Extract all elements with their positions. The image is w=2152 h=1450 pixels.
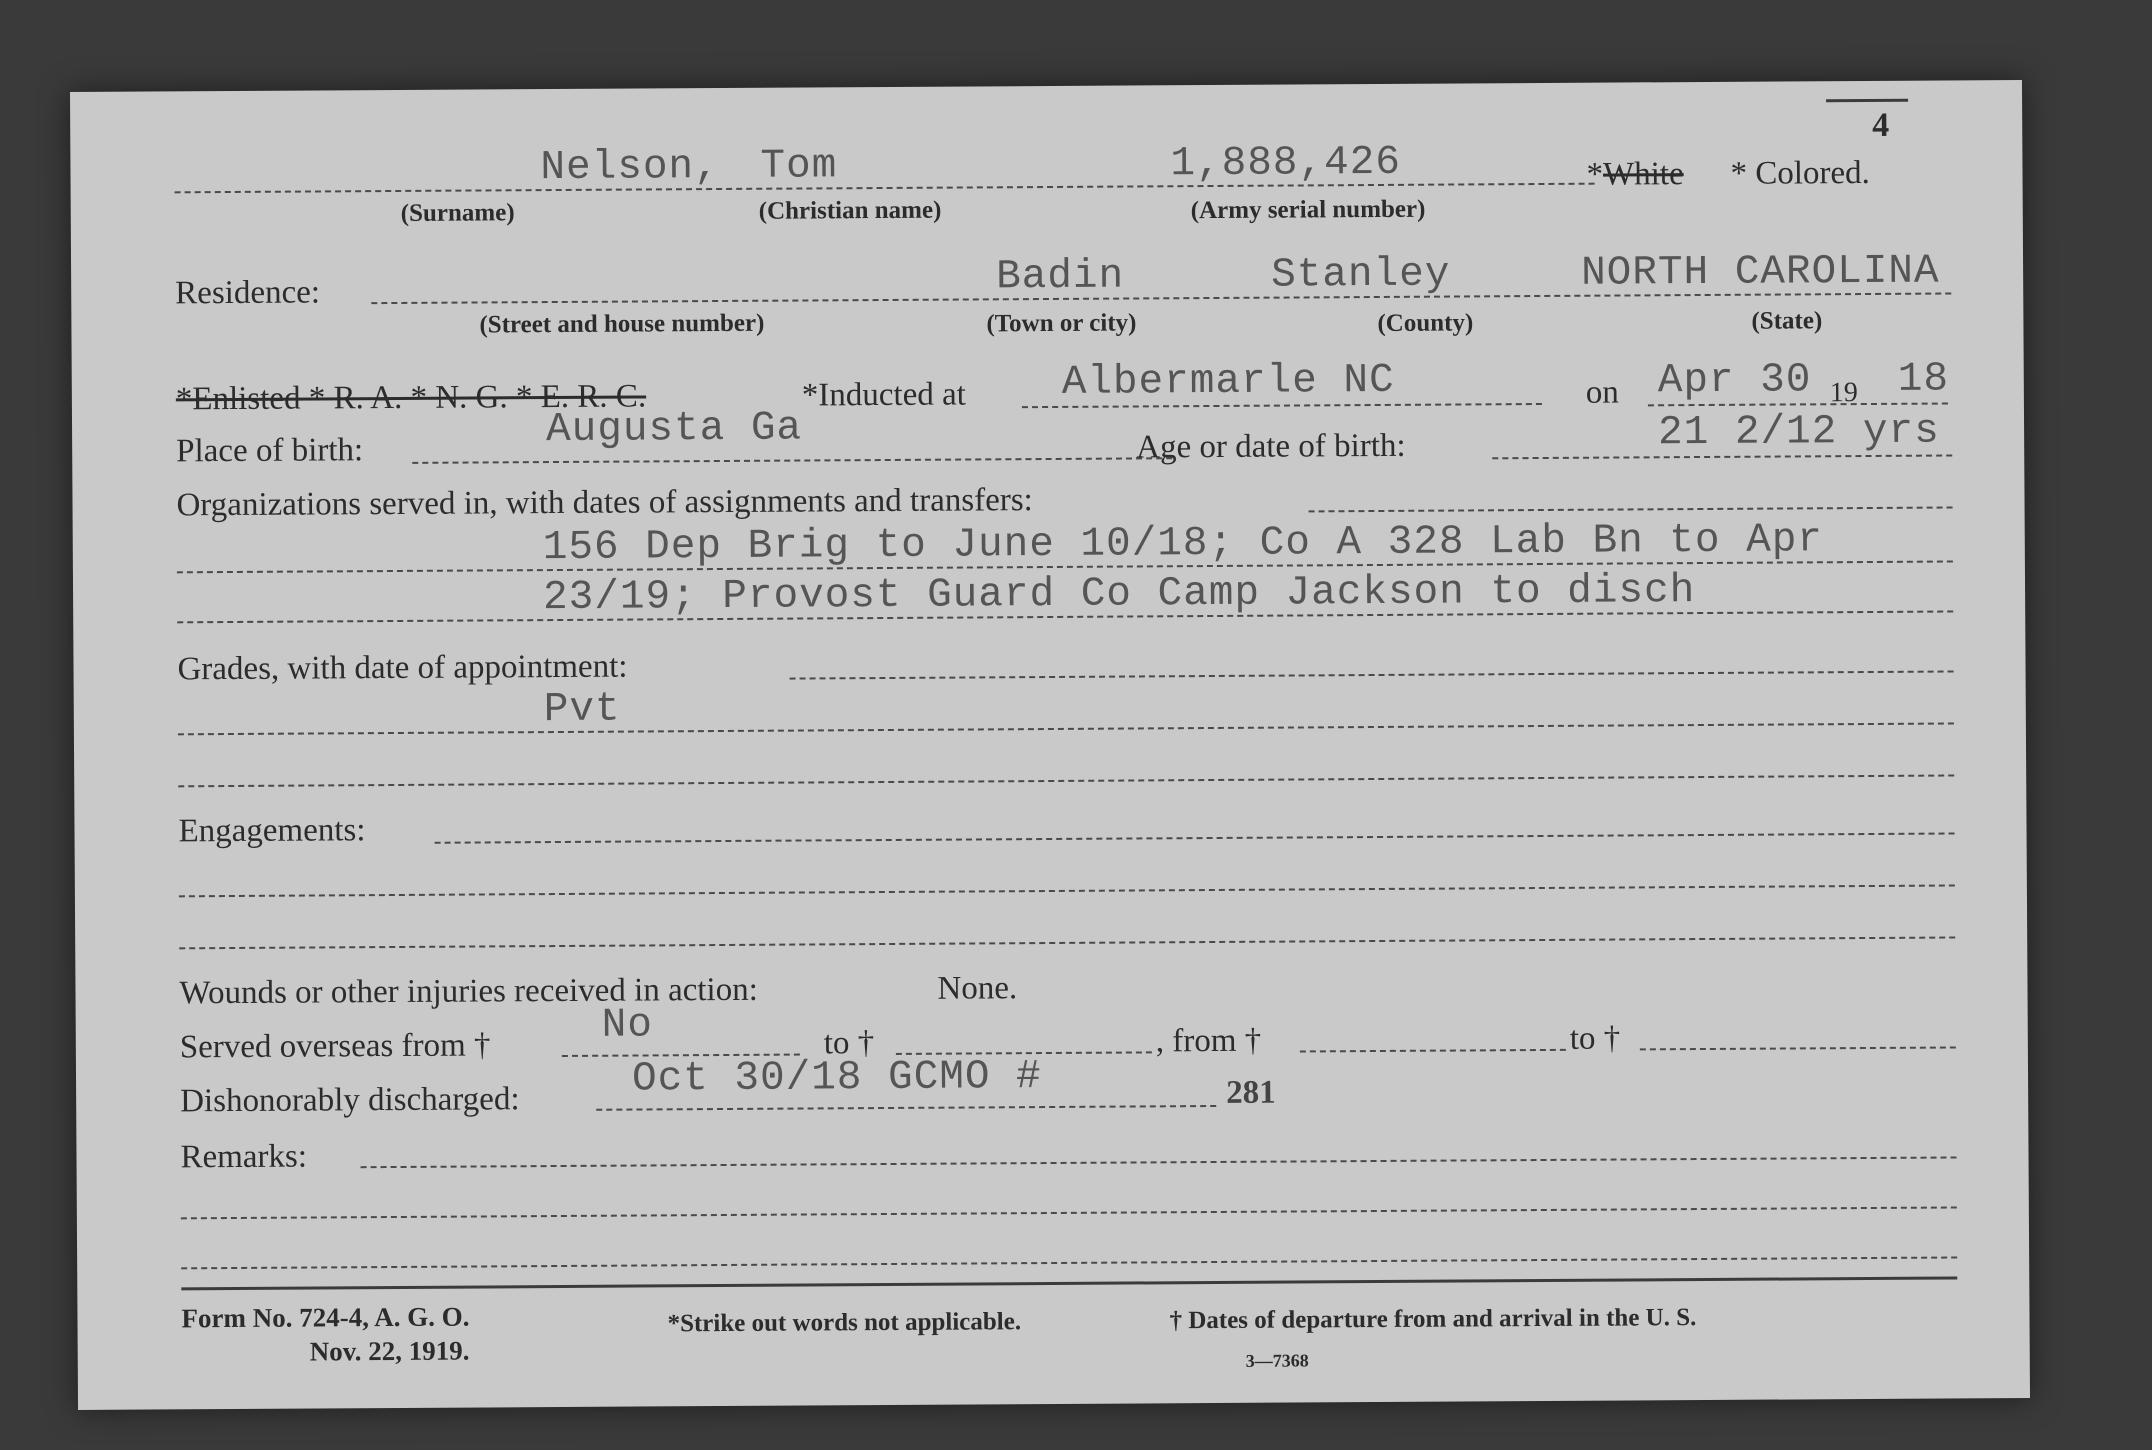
strike-note: *Strike out words not applicable.	[667, 1308, 1022, 1338]
inducted-at-label: *Inducted at	[801, 376, 966, 414]
discharge-value: Oct 30/18 GCMO #	[631, 1054, 1042, 1103]
residence-state: NORTH CAROLINA	[1580, 248, 1940, 297]
organizations-entry-1: 156 Dep Brig to June 10/18; Co A 328 Lab Bn to Apr	[542, 517, 1824, 572]
christian-name-value: Tom	[760, 143, 838, 190]
colored-label: * Colored.	[1730, 154, 1870, 192]
surname-value: Nelson,	[540, 144, 720, 192]
dates-note: † Dates of departure from and arrival in the U. S.	[1169, 1304, 1697, 1335]
state-caption: (State)	[1751, 307, 1823, 335]
engagements-line-0	[435, 832, 1955, 843]
overseas-from-label-2: , from †	[1155, 1022, 1262, 1060]
discharge-label: Dishonorably discharged:	[180, 1081, 520, 1120]
residence-county: Stanley	[1270, 251, 1451, 299]
remarks-line-1	[181, 1206, 1957, 1219]
induction-date: Apr 30	[1657, 357, 1812, 405]
form-date: Nov. 22, 1919.	[309, 1335, 470, 1367]
white-marker: *White	[1586, 156, 1684, 193]
birth-place-label: Place of birth:	[176, 432, 364, 470]
remarks-line-2	[181, 1256, 1957, 1269]
surname-caption: (Surname)	[400, 199, 515, 227]
overseas-to-line-2	[1640, 1046, 1956, 1050]
discharge-number: 281	[1226, 1074, 1276, 1111]
draft-record-card	[70, 80, 2030, 1410]
engagements-label: Engagements:	[178, 812, 366, 850]
serial-number-value: 1,888,426	[1170, 139, 1402, 188]
age-value: 21 2/12 yrs	[1657, 408, 1940, 457]
christian-name-caption: (Christian name)	[758, 196, 942, 225]
grades-line-0	[790, 670, 1954, 679]
county-caption: (County)	[1377, 309, 1474, 337]
inducted-place: Albermarle NC	[1061, 357, 1395, 406]
grades-value: Pvt	[543, 686, 621, 734]
grades-label: Grades, with date of appointment:	[177, 648, 628, 688]
form-number: Form No. 724-4, A. G. O.	[181, 1301, 470, 1334]
year-prefix: 19	[1829, 377, 1858, 409]
top-rule	[1826, 99, 1908, 103]
induction-year: 18	[1897, 356, 1950, 403]
town-caption: (Town or city)	[986, 309, 1137, 338]
street-caption: (Street and house number)	[479, 309, 765, 339]
overseas-label: Served overseas from †	[179, 1027, 491, 1066]
footer-rule	[181, 1276, 1957, 1290]
residence-label: Residence:	[175, 274, 321, 312]
wounds-value: None.	[937, 970, 1018, 1007]
engagements-line-1	[179, 884, 1955, 897]
on-label: on	[1585, 374, 1619, 411]
organizations-label: Organizations served in, with dates of assignments and transfers:	[176, 482, 1033, 524]
age-label: Age or date of birth:	[1136, 427, 1406, 466]
birth-place: Augusta Ga	[545, 405, 803, 454]
card-number: 4	[1872, 106, 1890, 144]
overseas-from-line-2	[1300, 1049, 1566, 1053]
residence-town: Badin	[996, 253, 1125, 301]
organizations-entry-2: 23/19; Provost Guard Co Camp Jackson to disch	[542, 568, 1696, 622]
wounds-label: Wounds or other injuries received in action:	[179, 971, 758, 1012]
grades-line-2	[178, 774, 1954, 787]
enlisted-options-struck: *Enlisted * R. A. * N. G. * E. R. C.	[175, 378, 647, 418]
remarks-line-0	[361, 1156, 1957, 1168]
serial-number-caption: (Army serial number)	[1190, 195, 1426, 225]
remarks-label: Remarks:	[180, 1138, 308, 1176]
print-code: 3—7368	[1245, 1350, 1309, 1371]
overseas-to-label-1: to †	[823, 1025, 875, 1062]
overseas-to-label-2: to †	[1569, 1020, 1621, 1057]
overseas-from-value: No	[601, 1002, 654, 1049]
engagements-line-2	[179, 936, 1955, 949]
birth-place-line	[412, 457, 1172, 464]
organizations-line-0	[1309, 506, 1953, 512]
grades-line-1	[178, 722, 1954, 735]
discharge-line	[596, 1105, 1216, 1111]
